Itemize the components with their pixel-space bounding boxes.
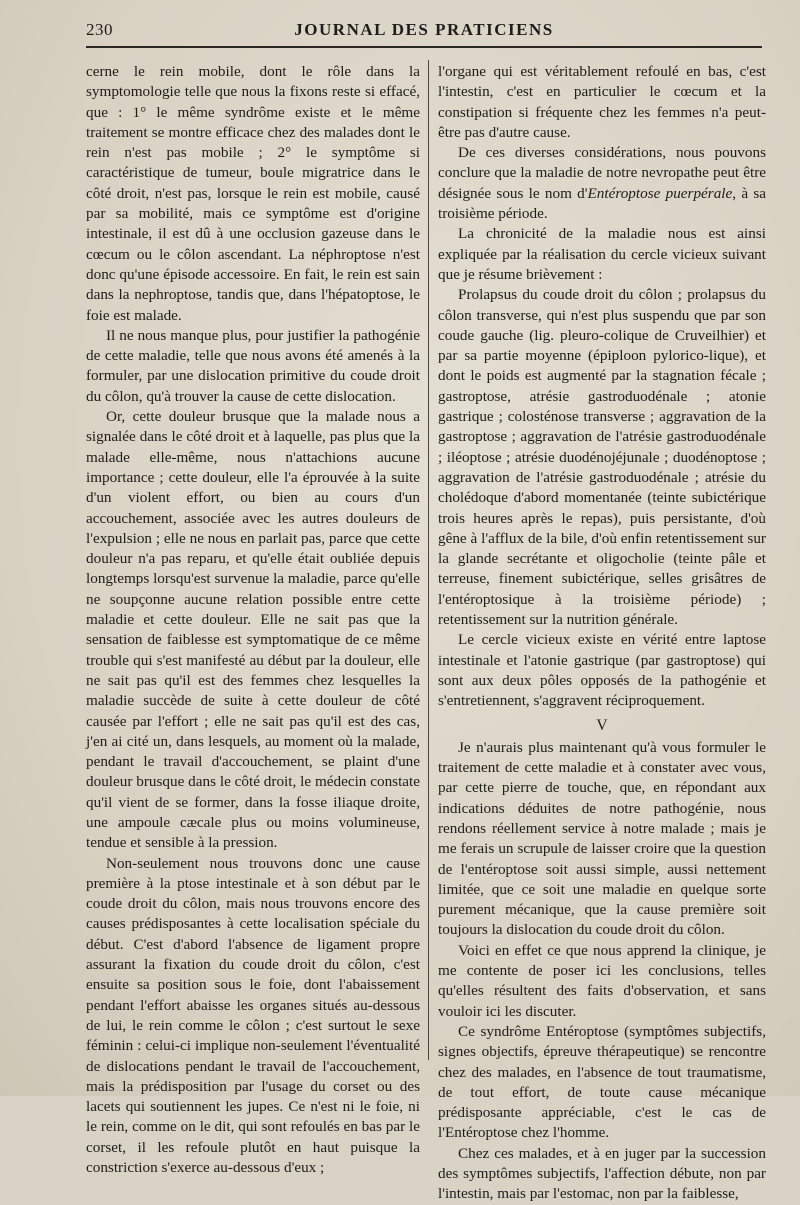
column-divider <box>428 60 429 1060</box>
paragraph: Voici en effet ce que nous apprend la clinique, je me contente de poser ici les conclusions, telles qu'elles résultent des faits d'observation, et sans vouloir ici les discuter. <box>438 941 766 1020</box>
right-column <box>438 62 766 1205</box>
paragraph-text: , à sa troisième période. <box>438 184 766 223</box>
section-heading: V <box>596 716 608 734</box>
italic-term: Entéroptose puerpérale <box>587 184 733 202</box>
left-column <box>86 62 420 1178</box>
paragraph-text: De ces diverses considérations, nous pouvons conclure que la maladie de notre nevropathe peut être désignée sous le nom d' <box>438 144 766 202</box>
paragraph: Le cercle vicieux existe en vérité entre laptose intestinale et l'atonie gastrique (par gastroptose) qui sont aux deux pôles opposés de la pathogénie et s'entretiennent, s'aggravent réciproquement. <box>438 631 766 710</box>
paragraph: Prolapsus du coude droit du côlon ; prolapsus du côlon transverse, qui n'est plus suspendu que par son coude gauche (lig. pleuro-colique de Cruveilhier) et par sa partie moyenne (épiploon pylorico-lique), et dont le poids est augmenté par la stagnation fécale ; gastroptose, atrésie gastroduodénale ; atonie gastrique ; colosténose transverse ; aggravation de la gastroptose ; aggravation de l'atrésie gastroduodénale ; iléoptose ; atrésie duodénojéjunale ; duodénoptose ; aggravation de l'atrésie gastroduodénale ; atrésie du cholédoque d'abord momentanée (teinte subictérique trois heures après le repas), puis persistante, d'où gêne à l'afflux de la bile, d'où enfin retentissement sur la glande secrétante et oligocholie (teinte pâle et terreuse, finement subictérique, selles grisâtres de l'entéroptosique à la troisième période) ; retentissement sur la nutrition générale. <box>438 286 766 629</box>
paragraph <box>438 143 766 224</box>
page-header <box>86 20 762 48</box>
paragraph: cerne le rein mobile, dont le rôle dans la symptomologie telle que nous la fixons reste si effacé, que : 1° le même syndrôme existe et le même traitement se montre efficace chez des malades dont le rein n'est pas mobile ; 2° le symptôme si caractéristique de tumeur, boule migratrice dans le côté droit, n'est pas, lorsque le rein est mobile, causé par sa mobilité, mais ce symptôme est d'origine intestinale, il est dû à une occlusion gazeuse dans le cœcum ou le côlon ascendant. La néphroptose n'est donc qu'une épisode accessoire. En fait, le rein est sain dans la nephroptose, tandis que, dans l'hépatoptose, le foie est malade. <box>86 63 420 324</box>
paragraph: Je n'aurais plus maintenant qu'à vous formuler le traitement de cette maladie et à constater avec vous, par cette pierre de touche, que, en répondant aux indications déduites de notre pathogénie, nous rendons réellement service à notre malade ; mais je me ferais un scrupule de laisser croire que la question de l'entéroptose soit aussi simple, aussi nettement limitée, que ce soit une maladie en quelque sorte purement mécanique, que la cause première soit toujours la dislocation du coude droit du côlon. <box>438 738 766 939</box>
paragraph: Il ne nous manque plus, pour justifier la pathogénie de cette maladie, telle que nous avons été amenés à la formuler, par une dislocation primitive du coude droit du côlon, qu'à trouver la cause de cette dislocation. <box>86 326 420 405</box>
paragraph: Chez ces malades, et à en juger par la succession des symptômes subjectifs, l'affection débute, non par l'intestin, mais par l'estomac, non par la faiblesse, <box>438 1144 766 1203</box>
paragraph: La chronicité de la maladie nous est ainsi expliquée par la réalisation du cercle vicieux suivant que je résume brièvement : <box>438 225 766 283</box>
paragraph: Ce syndrôme Entéroptose (symptômes subjectifs, signes objectifs, épreuve thérapeutique) se rencontre chez des malades, en l'absence de tout traumatisme, de tout effort, de toute cause mécanique prédisposante appréciable, c'est le cas de l'Entéroptose chez l'homme. <box>438 1022 766 1142</box>
page-number: 230 <box>86 20 113 39</box>
paragraph: l'organe qui est véritablement refoulé en bas, c'est l'intestin, c'est en particulier le cœcum et la constipation si fréquente chez les femmes n'a peut-être pas d'autre cause. <box>438 63 766 141</box>
paragraph: Non-seulement nous trouvons donc une cause première à la ptose intestinale et à son début par le coude droit du côlon, mais nous trouvons encore des causes prédisposantes à cette localisation spéciale du début. C'est d'abord l'absence de ligament propre assurant la fixation du coude droit du côlon, c'est ensuite sa position sous le foie, dont l'abaissement pendant l'effort abaisse les organes situés au-dessous de lui, le rein comme le côlon ; c'est surtout le sexe féminin : celui-ci implique non-seulement l'éventualité de dislocations pendant le travail de l'accouchement, mais la prédisposition par l'usage du corset ou des lacets qui soutiennent les jupes. Ce n'est ni le foie, ni le rein, comme on le dit, qui sont refoulés en bas par le corset, il les refoule plutôt en haut puisque la constriction s'exerce au-dessous d'eux ; <box>86 854 420 1177</box>
paragraph: Or, cette douleur brusque que la malade nous a signalée dans le côté droit et à laquelle, pas plus que la malade elle-même, nous n'attachions aucune importance ; cette douleur, elle l'a éprouvée à la suite d'un violent effort, ou bien au cours d'un accouchement, associée avec les autres douleurs de l'expulsion ; elle ne nous en parlait pas, parce que cette douleur n'a pas reparu, et qu'elle était oubliée depuis longtemps lorsqu'est survenue la maladie, parce qu'elle ne soupçonne aucune relation possible entre cette maladie et cette douleur. Elle ne sait pas que la sensation de faiblesse est symptomatique de ce même trouble qui s'est manifesté au début par la douleur, elle ne sait pas qu'il est des femmes chez lesquelles la maladie succède de suite à cette douleur de côté causée par l'effort ; elle ne sait pas qu'il est des cas, j'en ai cité un, dans lesquels, au moment où la malade, pendant le travail d'accouchement, se plaint d'une douleur brusque dans le côté droit, le médecin constate qu'il vient de se former, dans la fosse iliaque droite, une ampoule cæcale plus ou moins volumineuse, tendue et sensible à la pression. <box>86 408 421 852</box>
journal-title: JOURNAL DES PRATICIENS <box>294 20 554 39</box>
